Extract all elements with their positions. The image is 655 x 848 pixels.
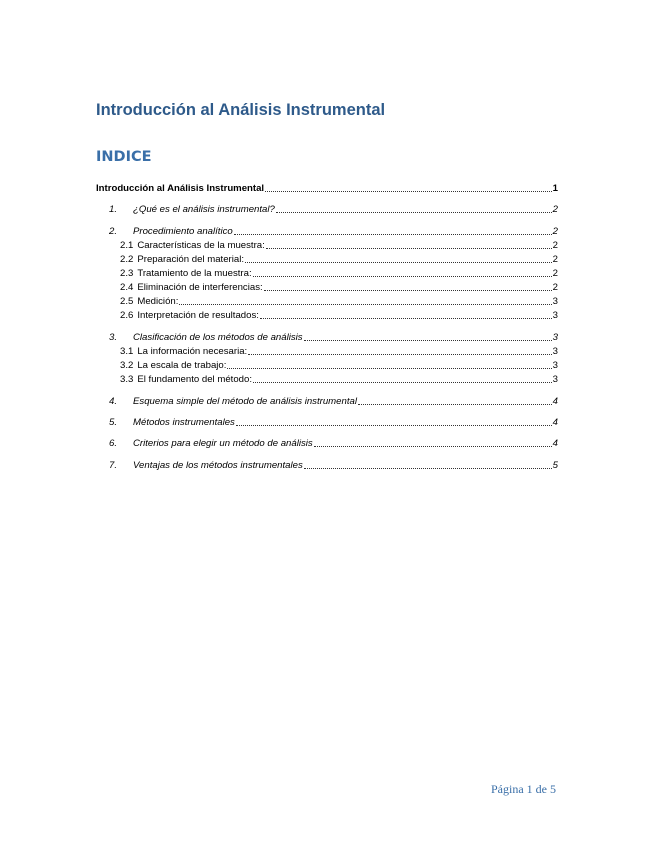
toc-entry-number: 2.4 (120, 282, 134, 293)
toc-entry-page: 3 (552, 360, 558, 371)
toc-entry-number: 2.1 (120, 240, 134, 251)
toc-entry-label: Características de la muestra: (137, 240, 265, 251)
toc-entry[interactable] (96, 344, 558, 358)
toc-dot-leader (248, 354, 551, 355)
toc-dot-leader (245, 262, 552, 263)
toc-entry-label: Interpretación de resultados: (137, 310, 259, 321)
toc-entry-page: 4 (552, 417, 558, 428)
toc-entry-page: 2 (552, 204, 558, 215)
index-heading: INDICE (96, 149, 152, 165)
toc-entry-label: ¿Qué es el análisis instrumental? (133, 204, 275, 215)
toc-entry-number: 3.2 (120, 360, 134, 371)
toc-entry[interactable] (96, 308, 558, 322)
toc-entry-label: Eliminación de interferencias: (137, 282, 263, 293)
toc-dot-leader (266, 248, 552, 249)
toc-dot-leader (236, 425, 552, 426)
toc-entry-page: 2 (552, 254, 558, 265)
toc-entry-label: El fundamento del método: (137, 374, 253, 385)
toc-entry[interactable] (96, 394, 558, 408)
toc-dot-leader (179, 304, 551, 305)
toc-entry[interactable] (96, 181, 558, 195)
toc-entry-page: 5 (552, 460, 558, 471)
toc-entry-number: 2.6 (120, 310, 134, 321)
toc-entry-number: 7. (109, 460, 118, 471)
toc-entry-page: 3 (552, 296, 558, 307)
toc-entry-number: 3. (109, 332, 118, 343)
toc-dot-leader (253, 276, 552, 277)
toc-entry-number: 3.1 (120, 346, 134, 357)
toc-entry-label: Criterios para elegir un método de análisis (133, 438, 313, 449)
page-number-footer: Página 1 de 5 (491, 782, 556, 796)
toc-entry[interactable] (96, 294, 558, 308)
toc-entry-label: Esquema simple del método de análisis instrumental (133, 396, 357, 407)
toc-entry-number: 2. (109, 226, 118, 237)
toc-entry-label: Introducción al Análisis Instrumental (96, 183, 265, 194)
toc-entry[interactable] (96, 224, 558, 238)
toc-dot-leader (264, 290, 552, 291)
toc-entry[interactable] (96, 238, 558, 252)
toc-entry-number: 2.3 (120, 268, 134, 279)
toc-entry-label: Procedimiento analítico (133, 226, 233, 237)
toc-entry-label: Clasificación de los métodos de análisis (133, 332, 303, 343)
toc-entry[interactable] (96, 372, 558, 386)
toc-dot-leader (276, 212, 552, 213)
toc-entry-page: 2 (552, 240, 558, 251)
toc-entry-label: La escala de trabajo: (137, 360, 227, 371)
toc-entry[interactable] (96, 415, 558, 429)
toc-entry-label: Preparación del material: (137, 254, 244, 265)
toc-entry[interactable] (96, 458, 558, 472)
toc-dot-leader (234, 234, 552, 235)
toc-entry[interactable] (96, 202, 558, 216)
toc-entry-number: 5. (109, 417, 118, 428)
toc-entry-number: 3.3 (120, 374, 134, 385)
toc-dot-leader (314, 446, 552, 447)
toc-entry-page: 4 (552, 438, 558, 449)
toc-entry-number: 2.5 (120, 296, 134, 307)
toc-entry-page: 2 (552, 226, 558, 237)
toc-entry-label: Métodos instrumentales (133, 417, 235, 428)
toc-entry[interactable] (96, 436, 558, 450)
toc-entry[interactable] (96, 280, 558, 294)
toc-entry-label: Ventajas de los métodos instrumentales (133, 460, 303, 471)
toc-entry-label: La información necesaria: (137, 346, 248, 357)
toc-entry-label: Tratamiento de la muestra: (137, 268, 252, 279)
toc-entry-number: 1. (109, 204, 118, 215)
document-title: Introducción al Análisis Instrumental (96, 101, 386, 119)
toc-entry-page: 3 (552, 332, 558, 343)
toc-dot-leader (253, 382, 552, 383)
toc-entry[interactable] (96, 266, 558, 280)
toc-entry-number: 6. (109, 438, 118, 449)
toc-entry-page: 2 (552, 282, 558, 293)
toc-entry-page: 3 (552, 374, 558, 385)
toc-entry-page: 4 (552, 396, 558, 407)
toc-entry-page: 3 (552, 346, 558, 357)
toc-entry-page: 2 (552, 268, 558, 279)
toc-entry-number: 4. (109, 396, 118, 407)
toc-dot-leader (265, 191, 552, 192)
toc-dot-leader (260, 318, 552, 319)
toc-entry[interactable] (96, 358, 558, 372)
toc-entry[interactable] (96, 330, 558, 344)
toc-dot-leader (227, 368, 551, 369)
toc-entry[interactable] (96, 252, 558, 266)
toc-entry-page: 3 (552, 310, 558, 321)
toc-entry-number: 2.2 (120, 254, 134, 265)
toc-dot-leader (304, 340, 552, 341)
toc-dot-leader (304, 468, 552, 469)
toc-dot-leader (358, 404, 552, 405)
toc-entry-label: Medición: (137, 296, 179, 307)
toc-entry-page: 1 (552, 183, 558, 194)
